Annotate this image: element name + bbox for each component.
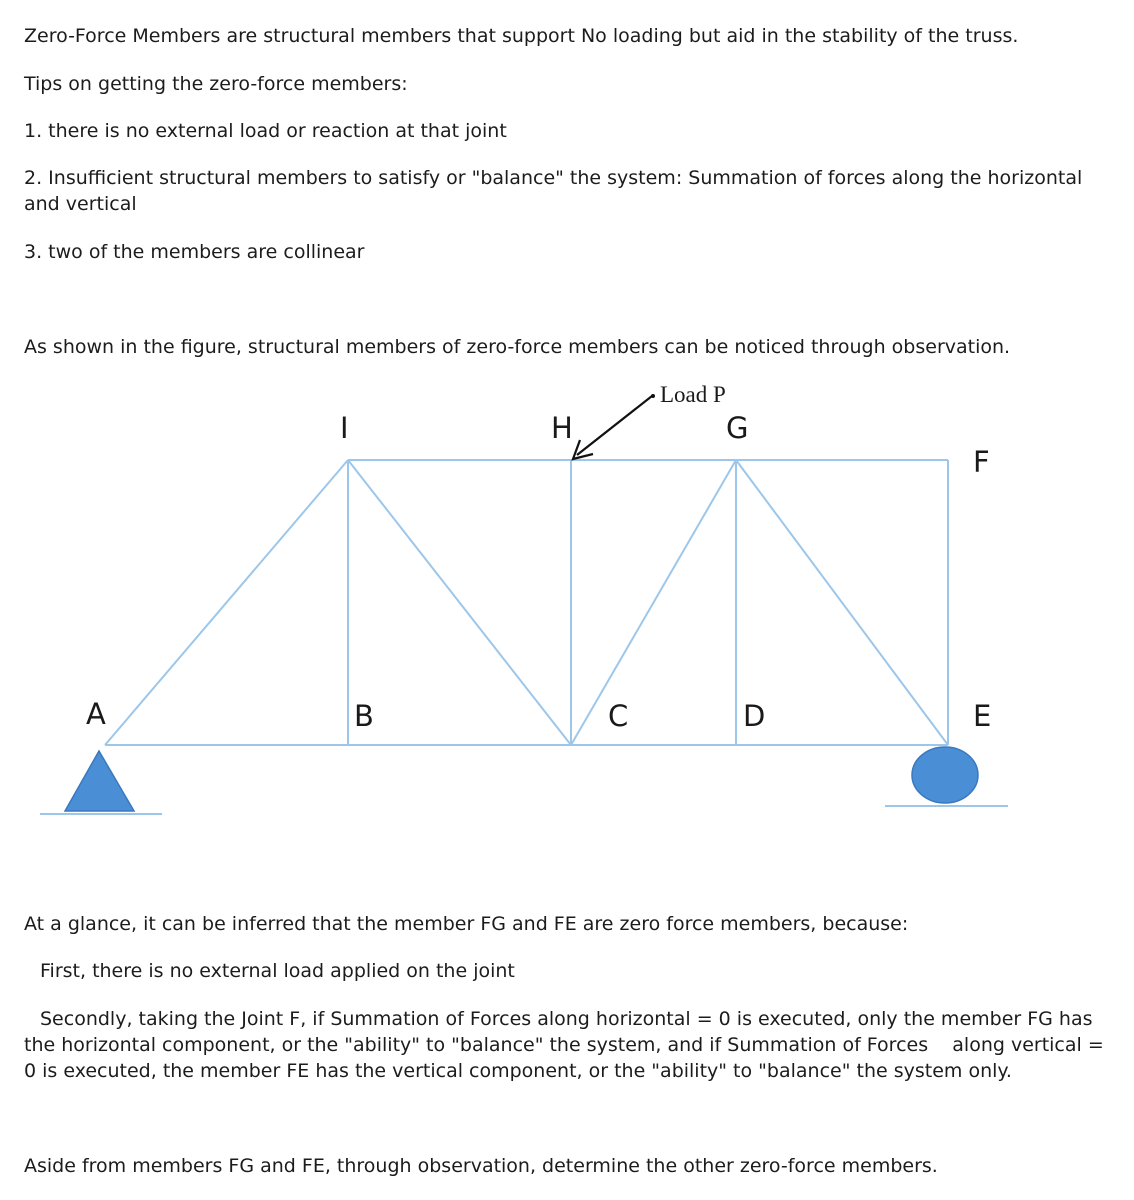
- joint-label-F: F: [973, 445, 990, 479]
- joint-label-I: I: [340, 411, 349, 445]
- glance-text: At a glance, it can be inferred that the member FG and FE are zero force members, because:: [24, 913, 909, 935]
- joint-label-H: H: [551, 411, 573, 445]
- tip-1: 1. there is no external load or reaction at that joint: [24, 120, 507, 142]
- tip-2: 2. Insufficient structural members to satisfy or "balance" the system: Summation of forces along the horizontal and vertical: [24, 167, 1083, 215]
- definition-text: Zero-Force Members are structural members that support No loading but aid in the stability of the truss.: [24, 25, 1019, 47]
- load-label: Load P: [660, 382, 726, 407]
- member-AI: [105, 460, 348, 745]
- truss-diagram: [0, 370, 1134, 840]
- joint-label-C: C: [608, 699, 629, 733]
- tip-3: 3. two of the members are collinear: [24, 241, 365, 263]
- joint-label-D: D: [743, 699, 766, 733]
- member-CG: [571, 460, 736, 745]
- member-IC: [348, 460, 571, 745]
- load-origin-dot: [651, 394, 655, 398]
- pin-support-icon: [65, 751, 134, 811]
- figure-note: As shown in the figure, structural members of zero-force members can be noticed through observation.: [24, 336, 1011, 358]
- joint-label-G: G: [726, 411, 749, 445]
- tips-heading: Tips on getting the zero-force members:: [24, 73, 408, 95]
- second-reason: Secondly, taking the Joint F, if Summation of Forces along horizontal = 0 is executed, only the member FG has the horizontal component, or the "ability" to "balance" the system, and if Summation of Forces along vertical = 0 is executed, the member FE has the vertical component, or the "ability" to "balance" the system only.: [24, 1008, 1110, 1082]
- joint-label-B: B: [354, 699, 374, 733]
- roller-support-icon: [912, 747, 978, 803]
- question-text: Aside from members FG and FE, through observation, determine the other zero-force members.: [24, 1155, 938, 1177]
- joint-label-A: A: [86, 697, 106, 731]
- load-arrow-icon: [577, 396, 652, 455]
- member-GE: [736, 460, 948, 745]
- first-reason: First, there is no external load applied on the joint: [40, 960, 515, 982]
- joint-label-E: E: [973, 699, 992, 733]
